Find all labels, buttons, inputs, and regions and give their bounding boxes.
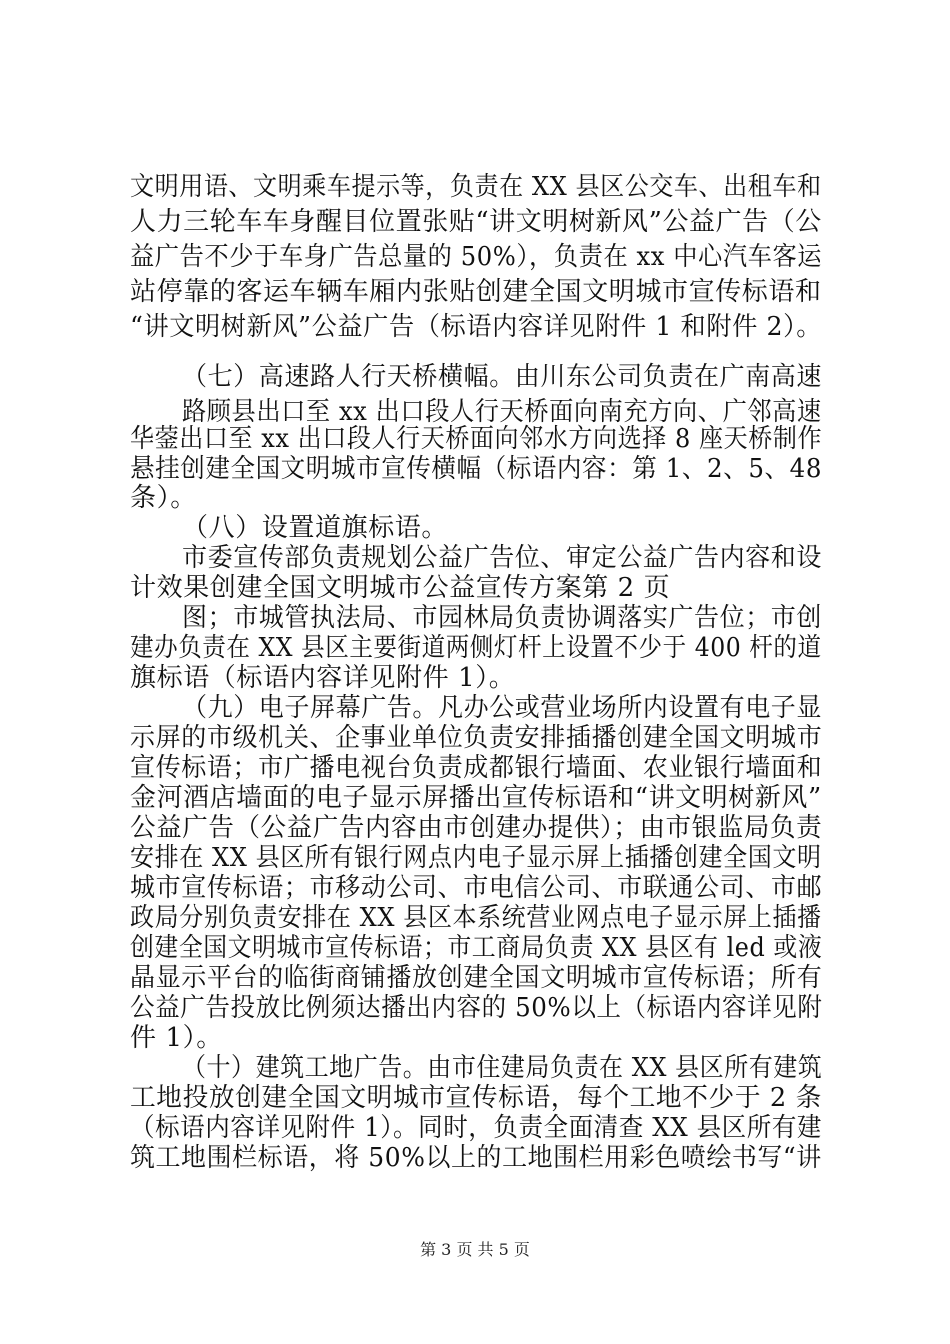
text-line: 建办负责在 XX 县区主要街道两侧灯杆上设置不少于 400 杆的道 bbox=[130, 633, 822, 663]
text-line: 晶显示平台的临街商铺播放创建全国文明城市宣传标语；所有 bbox=[130, 963, 823, 993]
text-line: （八）设置道旗标语。 bbox=[182, 513, 449, 543]
text-line: 图；市城管执法局、市园林局负责协调落实广告位；市创 bbox=[182, 603, 823, 633]
text-line: 旗标语（标语内容详见附件 1）。 bbox=[130, 663, 516, 693]
text-line: 路顾县出口至 xx 出口段人行天桥面向南充方向、广邻高速 bbox=[182, 397, 822, 427]
text-line: （十）建筑工地广告。由市住建局负责在 XX 县区所有建筑 bbox=[182, 1053, 823, 1083]
text-line: 工地投放创建全国文明城市宣传标语，每个工地不少于 2 条 bbox=[130, 1083, 822, 1113]
text-line: 宣传标语；市广播电视台负责成都银行墙面、农业银行墙面和 bbox=[130, 753, 823, 783]
text-line: （七）高速路人行天桥横幅。由川东公司负责在广南高速 bbox=[182, 362, 823, 392]
text-line: 公益广告投放比例须达播出内容的 50%以上（标语内容详见附 bbox=[130, 993, 823, 1023]
text-line: 人力三轮车车身醒目位置张贴“讲文明树新风”公益广告（公 bbox=[130, 207, 822, 237]
text-line: 政局分别负责安排在 XX 县区本系统营业网点电子显示屏上插播 bbox=[130, 903, 822, 933]
text-line: 悬挂创建全国文明城市宣传横幅（标语内容：第 1、2、5、48 bbox=[130, 454, 823, 484]
text-line: 文明用语、文明乘车提示等，负责在 XX 县区公交车、出租车和 bbox=[130, 172, 822, 202]
text-line: 城市宣传标语；市移动公司、市电信公司、市联通公司、市邮 bbox=[130, 873, 823, 903]
text-line: 市委宣传部负责规划公益广告位、审定公益广告内容和设 bbox=[182, 543, 823, 573]
text-line: 益广告不少于车身广告总量的 50%），负责在 xx 中心汽车客运 bbox=[130, 242, 823, 272]
text-line: 件 1）。 bbox=[130, 1023, 223, 1053]
text-line: （九）电子屏幕广告。凡办公或营业场所内设置有电子显 bbox=[182, 693, 823, 723]
text-line: 华蓥出口至 xx 出口段人行天桥面向邻水方向选择 8 座天桥制作 bbox=[130, 424, 823, 454]
text-line: 创建全国文明城市宣传标语；市工商局负责 XX 县区有 led 或液 bbox=[130, 933, 823, 963]
text-line: （标语内容详见附件 1）。同时，负责全面清查 XX 县区所有建 bbox=[130, 1113, 822, 1143]
text-line: 安排在 XX 县区所有银行网点内电子显示屏上插播创建全国文明 bbox=[130, 843, 822, 873]
text-line: 计效果创建全国文明城市公益宣传方案第 2 页 bbox=[130, 573, 671, 603]
text-line: 条）。 bbox=[130, 483, 197, 513]
text-line: 示屏的市级机关、企事业单位负责安排插播创建全国文明城市 bbox=[130, 723, 823, 753]
text-line: 公益广告（公益广告内容由市创建办提供）；由市银监局负责 bbox=[130, 813, 823, 843]
text-line: “讲文明树新风”公益广告（标语内容详见附件 1 和附件 2）。 bbox=[130, 312, 823, 342]
text-line: 站停靠的客运车辆车厢内张贴创建全国文明城市宣传标语和 bbox=[130, 277, 822, 307]
page-number-footer: 第 3 页 共 5 页 bbox=[420, 1240, 530, 1259]
text-line: 金河酒店墙面的电子显示屏播出宣传标语和“讲文明树新风” bbox=[130, 783, 822, 813]
text-line: 筑工地围栏标语，将 50%以上的工地围栏用彩色喷绘书写“讲 bbox=[130, 1143, 822, 1173]
